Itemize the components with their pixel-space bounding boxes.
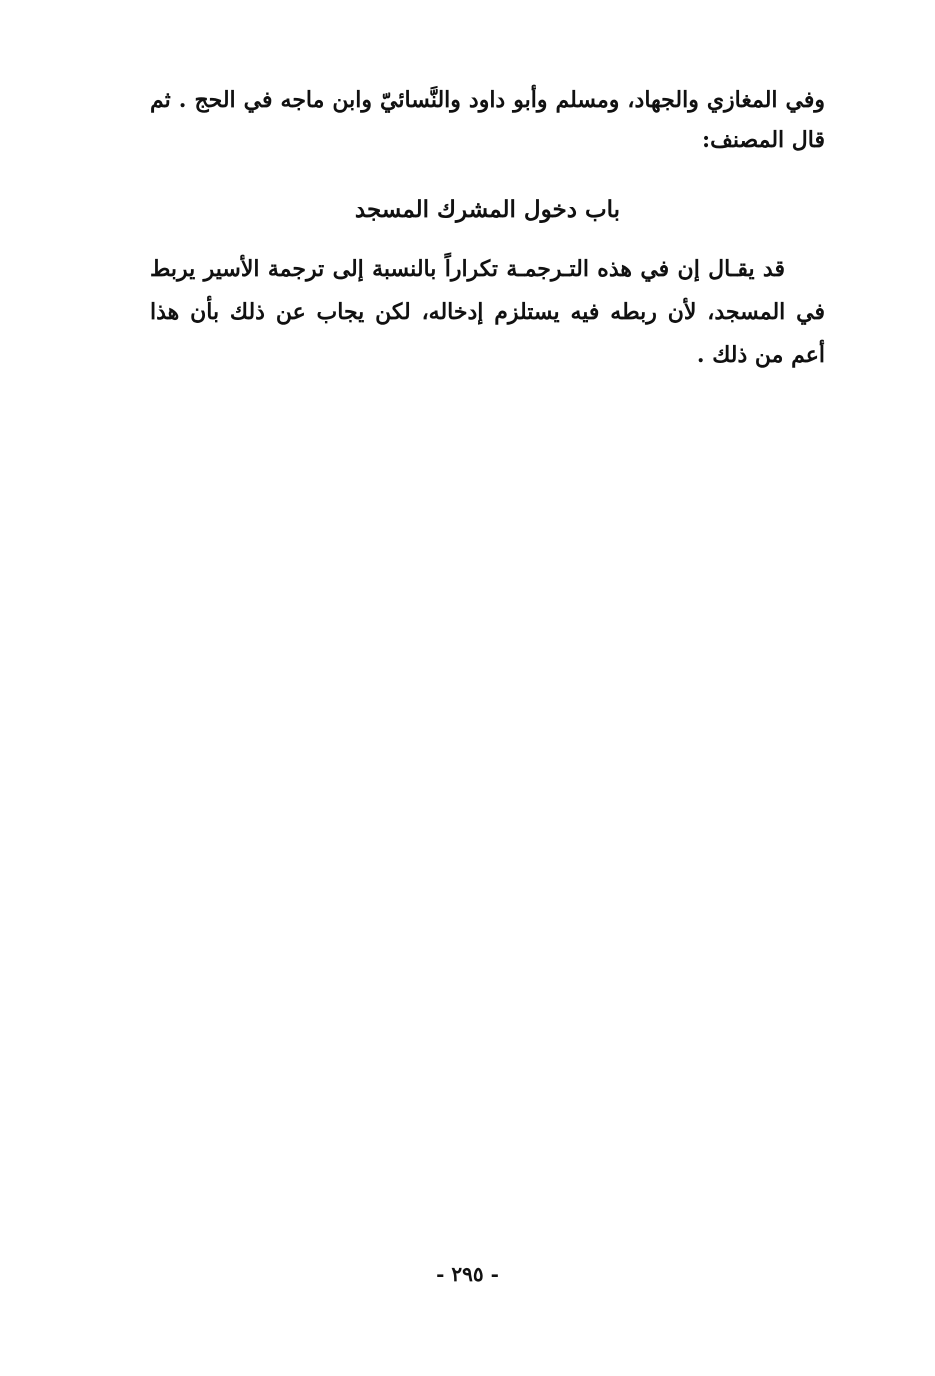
page-number: - ٢٩٥ -: [436, 1262, 499, 1286]
paragraph-citation: وفي المغازي والجهاد، ومسلم وأبو داود والنَّسائيّ وابن ماجه في الحج . ثم قال المصنف:: [150, 87, 825, 153]
section-heading: باب دخول المشرك المسجد: [354, 196, 621, 223]
paragraph-body: قد يقـال إن في هذه التـرجمـة تكراراً بالنسبة إلى ترجمة الأسير يربط في المسجد، لأن ربطه فيه يستلزم إدخاله، لكن يجاب عن ذلك بأن هذا أعم من ذلك .: [150, 256, 825, 368]
